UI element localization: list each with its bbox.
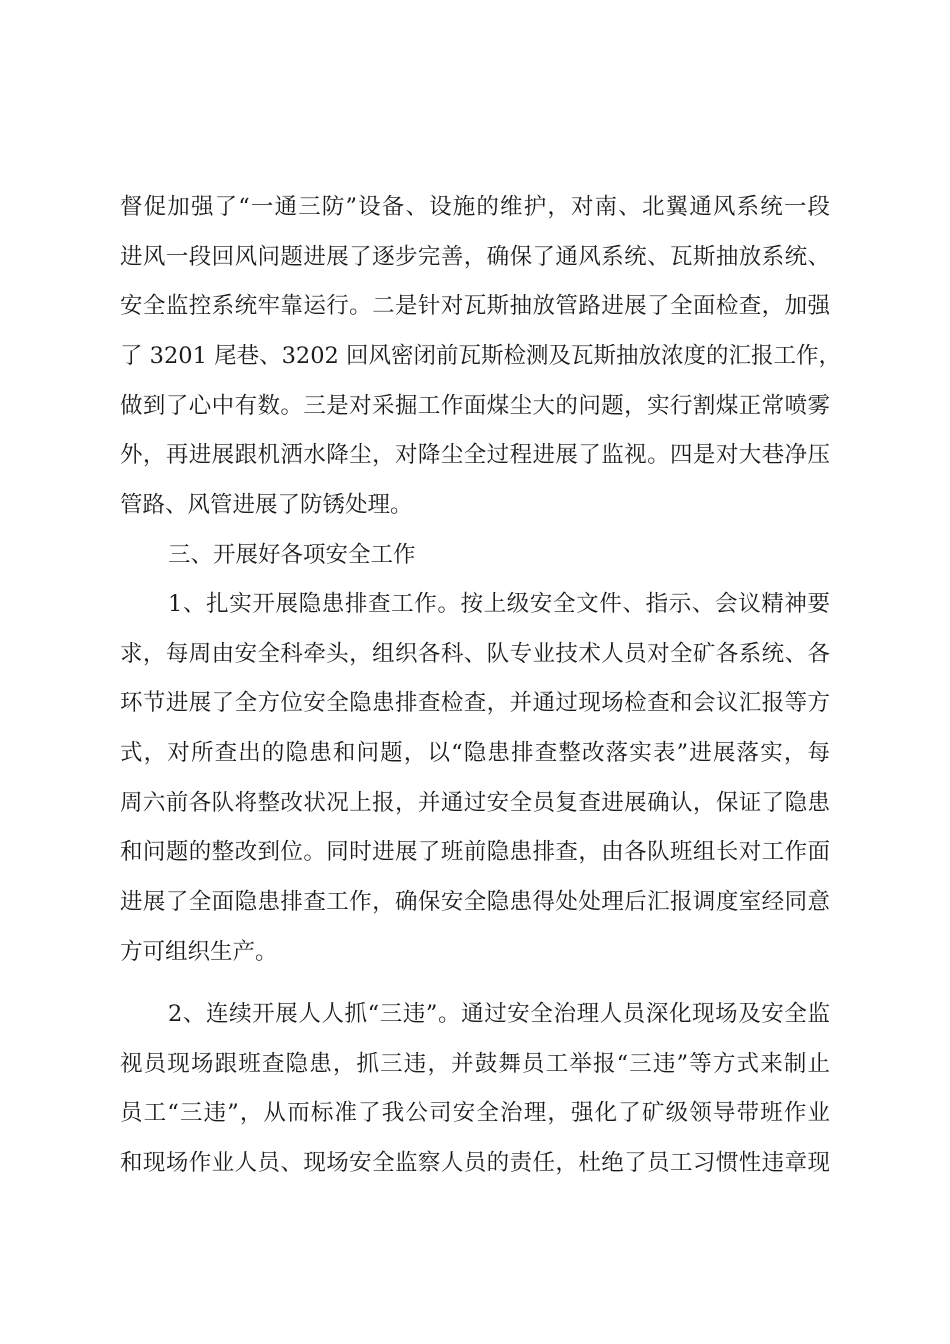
body-text-line: 安全监控系统牢靠运行。二是针对瓦斯抽放管路进展了全面检查，加强 xyxy=(120,293,830,319)
section-heading: 三、开展好各项安全工作 xyxy=(168,542,416,568)
body-text-line: 视员现场跟班查隐患，抓三违，并鼓舞员工举报“三违”等方式来制止 xyxy=(120,1051,830,1077)
body-text-line: 外，再进展跟机洒水降尘，对降尘全过程进展了监视。四是对大巷净压 xyxy=(120,442,830,468)
body-text-line: 和问题的整改到位。同时进展了班前隐患排查，由各队班组长对工作面 xyxy=(120,839,830,865)
body-text-line: 环节进展了全方位安全隐患排查检查，并通过现场检查和会议汇报等方 xyxy=(120,690,830,716)
body-text-line: 周六前各队将整改状况上报，并通过安全员复查进展确认，保证了隐患 xyxy=(120,790,830,816)
body-text-line: 督促加强了“一通三防”设备、设施的维护，对南、北翼通风系统一段 xyxy=(120,194,830,220)
body-text-line: 员工“三违”，从而标准了我公司安全治理，强化了矿级领导带班作业 xyxy=(120,1100,830,1126)
body-text-line: 了 3201 尾巷、3202 回风密闭前瓦斯检测及瓦斯抽放浓度的汇报工作， xyxy=(120,343,841,369)
body-text-line: 管路、风管进展了防锈处理。 xyxy=(120,492,413,518)
body-text-line: 进风一段回风问题进展了逐步完善，确保了通风系统、瓦斯抽放系统、 xyxy=(120,244,830,270)
body-text-line: 求，每周由安全科牵头，组织各科、队专业技术人员对全矿各系统、各 xyxy=(120,641,830,667)
body-text-line: 方可组织生产。 xyxy=(120,939,278,965)
body-text-line: 2、连续开展人人抓“三违”。通过安全治理人员深化现场及安全监 xyxy=(168,1001,830,1027)
body-text-line: 1、扎实开展隐患排查工作。按上级安全文件、指示、会议精神要 xyxy=(168,591,830,617)
body-text-line: 做到了心中有数。三是对采掘工作面煤尘大的问题，实行割煤正常喷雾 xyxy=(120,393,830,419)
body-text-line: 和现场作业人员、现场安全监察人员的责任，杜绝了员工习惯性违章现 xyxy=(120,1150,830,1176)
body-text-line: 进展了全面隐患排查工作，确保安全隐患得处处理后汇报调度室经同意 xyxy=(120,889,830,915)
body-text-line: 式，对所查出的隐患和问题，以“隐患排查整改落实表”进展落实，每 xyxy=(120,740,830,766)
